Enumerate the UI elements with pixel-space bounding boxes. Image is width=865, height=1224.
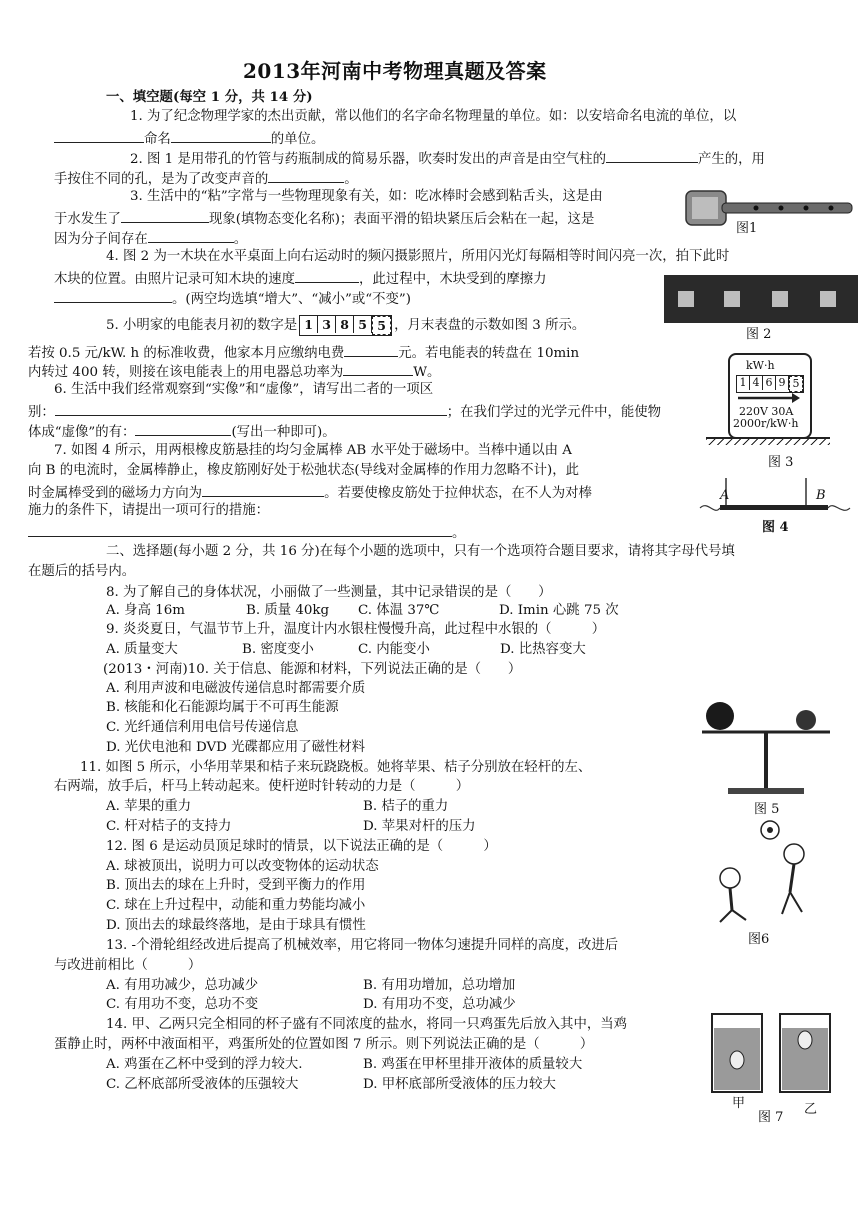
q4-line3 <box>54 287 411 309</box>
rod-end-a: A <box>720 488 730 503</box>
q13-option-a: A. 有用功减少，总功减少 <box>106 978 259 993</box>
answer-blank <box>55 400 447 416</box>
q6-line3 <box>28 420 336 442</box>
section-heading-choice-cont: 在题后的括号内。 <box>28 564 136 579</box>
figure-4-metal-rod <box>696 478 854 538</box>
answer-blank <box>54 127 144 143</box>
q6-line2 <box>28 400 661 422</box>
q11-line2: 右两端，放手后，杆马上转动起来。使杆逆时针转动的力是（ ） <box>54 779 470 794</box>
q14-option-a: A. 鸡蛋在乙杯中受到的浮力较大. <box>106 1057 303 1072</box>
q10-option-d: D. 光伏电池和 DVD 光碟都应用了磁性材料 <box>106 740 366 755</box>
q7-line4: 施力的条件下，请提出一项可行的措施： <box>28 503 270 518</box>
meter-digit: 5 <box>354 316 372 333</box>
q7-line2: 向 B 的电流时，金属棒静止，橡皮筋刚好处于松弛状态(导线对金属棒的作用力忽略不计)，此 <box>28 463 580 478</box>
q8-stem: 8. 为了解自己的身体状况，小丽做了一些测量，其中记录错误的是（ ） <box>106 585 552 600</box>
wood-block-position <box>678 291 694 307</box>
q8-option-a: A. 身高 16m <box>106 603 185 618</box>
answer-blank <box>28 521 452 537</box>
q6-text: (写出一种即可)。 <box>231 425 336 440</box>
figure-7-egg-cups <box>706 1008 836 1124</box>
flute-illustration <box>676 183 858 243</box>
q5-line1 <box>106 315 585 336</box>
q8-option-d: D. Imin 心跳 75 次 <box>499 603 619 618</box>
q2-text: 2. 图 1 是用带孔的竹管与药瓶制成的简易乐器，吹奏时发出的声音是由空气柱的 <box>130 152 606 167</box>
page-title: 2013年河南中考物理真题及答案 <box>243 59 547 83</box>
meter-digit: 3 <box>318 316 336 333</box>
figure-3-energy-meter <box>706 353 830 471</box>
q5-text: ，月末表盘的示数如图 3 所示。 <box>394 318 586 333</box>
figure-1-caption: 图1 <box>736 221 758 236</box>
meter-digit: 5 <box>789 376 803 392</box>
q4-text: 。(两空均选填“增大”、“减小”或“不变”) <box>172 292 411 307</box>
figure-6-caption: 图6 <box>748 932 770 947</box>
q3-line1: 3. 生活中的“粘”字常与一些物理现象有关，如：吃冰棒时会感到粘舌头，这是由 <box>130 189 603 204</box>
figure-2-caption: 图 2 <box>746 327 772 342</box>
answer-blank <box>121 207 209 223</box>
q1-text: 的单位。 <box>270 132 325 147</box>
q5-text: 若按 0.5 元/kW. h 的标准收费，他家本月应缴纳电费 <box>28 346 345 361</box>
answer-blank <box>202 481 324 497</box>
q10-option-b: B. 核能和化石能源均属于不可再生能源 <box>106 700 339 715</box>
wood-block-position <box>820 291 836 307</box>
answer-blank <box>343 360 413 376</box>
figure-5-caption: 图 5 <box>754 802 780 817</box>
answer-blank <box>171 127 271 143</box>
q12-stem: 12. 图 6 是运动员顶足球时的情景，以下说法正确的是（ ） <box>106 839 497 854</box>
q8-option-b: B. 质量 40kg <box>246 603 330 618</box>
meter-digit: 5 <box>372 316 391 335</box>
meter-arrow-icon <box>736 391 802 405</box>
q14-line1: 14. 甲、乙两只完全相同的杯子盛有不同浓度的盐水，将同一只鸡蛋先后放入其中，当鸡 <box>106 1017 628 1032</box>
q2-line1 <box>130 147 765 169</box>
figure-1-flute <box>676 183 858 243</box>
answer-blank <box>606 147 698 163</box>
meter-spec-rate: 2000r/kW·h <box>733 417 799 430</box>
figure-6-heading-ball <box>706 818 826 948</box>
cup-label-yi: 乙 <box>804 1102 818 1117</box>
q12-option-b: B. 顶出去的球在上升时，受到平衡力的作用 <box>106 878 366 893</box>
football-illustration <box>706 818 826 928</box>
q2-line2 <box>54 167 358 189</box>
q13-line2: 与改进前相比（ ） <box>54 958 202 973</box>
rod-end-b: B <box>816 488 826 503</box>
q3-line3 <box>54 227 247 249</box>
q6-text: 体成“虚像”的有： <box>28 425 136 440</box>
answer-blank <box>148 227 234 243</box>
meter-unit: kW·h <box>746 359 775 372</box>
q3-text: 。 <box>233 232 248 247</box>
answer-blank <box>295 267 359 283</box>
section-heading-fill-blank: 一、填空题(每空 1 分，共 14 分) <box>106 89 313 105</box>
q5-text: 5. 小明家的电能表月初的数字是 <box>106 318 298 333</box>
q11-option-d: D. 苹果对杆的压力 <box>363 819 476 834</box>
q11-line1: 11. 如图 5 所示，小华用苹果和桔子来玩跷跷板。她将苹果、桔子分别放在轻杆的左、 <box>80 760 592 775</box>
q4-line1: 4. 图 2 为一木块在水平桌面上向右运动时的频闪摄影照片，所用闪光灯每隔相等时间闪亮一次，拍下此时 <box>106 249 730 264</box>
q14-option-c: C. 乙杯底部所受液体的压强较大 <box>106 1077 299 1092</box>
figure-7-caption: 图 7 <box>758 1110 784 1125</box>
q3-text: 现象(填物态变化名称)；表面平滑的铅块紧压后会粘在一起，这是 <box>208 212 595 227</box>
q2-text: 手按住不同的孔，是为了改变声音的 <box>54 172 269 187</box>
q2-text: 产生的，用 <box>697 152 765 167</box>
answer-blank <box>268 167 344 183</box>
meter-digit: 8 <box>336 316 354 333</box>
meter-digit: 1 <box>300 316 318 333</box>
q6-text: ；在我们学过的光学元件中，能使物 <box>446 405 662 420</box>
q6-text: 别： <box>28 405 55 420</box>
seesaw-illustration <box>698 698 838 798</box>
section-heading-choice: 二、选择题(每小题 2 分，共 16 分)在每个小题的选项中，只有一个选项符合题目要求，请将其字母代号填 <box>106 544 735 559</box>
answer-blank <box>54 287 172 303</box>
q14-option-d: D. 甲杯底部所受液体的压力较大 <box>363 1077 556 1092</box>
meter-digit: 4 <box>750 376 763 390</box>
q13-option-d: D. 有用功不变，总功减少 <box>363 997 516 1012</box>
figure-2-strobe-photo <box>664 275 858 345</box>
q10-stem: (2013・河南)10. 关于信息、能源和材料，下列说法正确的是（ ） <box>103 662 522 677</box>
meter-digit: 9 <box>776 376 789 390</box>
meter-spec-voltage: 220V 30A <box>739 405 794 418</box>
cup-label-jia: 甲 <box>732 1096 746 1111</box>
q4-text: ，此过程中，木块受到的摩擦力 <box>359 272 547 287</box>
q10-option-c: C. 光纤通信利用电信号传递信息 <box>106 720 299 735</box>
q9-stem: 9. 炎炎夏日，气温节节上升，温度计内水银柱慢慢升高，此过程中水银的（ ） <box>106 622 606 637</box>
q7-line5 <box>28 521 465 543</box>
figure-4-caption: 图 4 <box>762 520 789 535</box>
q3-line2 <box>54 207 594 229</box>
q13-line1: 13. -个滑轮组经改进后提高了机械效率，用它将同一物体匀速提升同样的高度，改进后 <box>106 938 619 953</box>
q12-option-a: A. 球被顶出，说明力可以改变物体的运动状态 <box>106 859 379 874</box>
q9-option-a: A. 质量变大 <box>106 642 178 657</box>
meter-digit: 6 <box>763 376 776 390</box>
q1-line1: 1. 为了纪念物理学家的杰出贡献，常以他们的名字命名物理量的单位。如：以安培命名电流的单位，以 <box>130 109 737 124</box>
q12-option-d: D. 顶出去的球最终落地，是由于球具有惯性 <box>106 918 366 933</box>
q11-option-c: C. 杆对桔子的支持力 <box>106 819 232 834</box>
q4-text: 木块的位置。由照片记录可知木块的速度 <box>54 272 296 287</box>
figure-3-caption: 图 3 <box>768 455 794 470</box>
q7-text: 。 <box>452 526 466 541</box>
q4-line2 <box>54 267 547 289</box>
q3-text: 于水发生了 <box>54 212 121 227</box>
q10-option-a: A. 利用声波和电磁波传递信息时都需要介质 <box>106 681 366 696</box>
q12-option-c: C. 球在上升过程中，动能和重力势能均减小 <box>106 898 366 913</box>
q14-option-b: B. 鸡蛋在甲杯里排开液体的质量较大 <box>363 1057 583 1072</box>
meter-digit: 1 <box>737 376 750 390</box>
q5-line3 <box>28 360 440 382</box>
q5-text: 元。若电能表的转盘在 10min <box>398 346 580 361</box>
q7-line1: 7. 如图 4 所示，用两根橡皮筋悬挂的均匀金属棒 AB 水平处于磁场中。当棒中通以由 A <box>54 443 572 458</box>
q1-text: 命名 <box>144 132 171 147</box>
q13-option-b: B. 有用功增加，总功增加 <box>363 978 516 993</box>
q9-option-c: C. 内能变小 <box>358 642 430 657</box>
answer-blank <box>135 420 231 436</box>
q11-option-b: B. 桔子的重力 <box>363 799 449 814</box>
wood-block-position <box>724 291 740 307</box>
q7-line3 <box>28 481 592 503</box>
q13-option-c: C. 有用功不变，总功不变 <box>106 997 259 1012</box>
q14-line2: 蛋静止时，两杯中液面相平，鸡蛋所处的位置如图 7 所示。则下列说法正确的是（ ） <box>54 1037 594 1052</box>
q5-text: W。 <box>413 365 441 380</box>
q3-text: 因为分子间存在 <box>54 232 148 247</box>
meter-reading-start <box>299 315 392 336</box>
answer-blank <box>344 341 398 357</box>
q9-option-d: D. 比热容变大 <box>500 642 586 657</box>
q11-option-a: A. 苹果的重力 <box>106 799 192 814</box>
wood-block-position <box>772 291 788 307</box>
cups-illustration <box>706 1008 836 1096</box>
q2-text: 。 <box>344 172 358 187</box>
meter-base <box>706 437 830 445</box>
q1-line2 <box>54 127 324 149</box>
figure-5-seesaw <box>698 698 838 818</box>
q7-text: 。若要使橡皮筋处于拉伸状态，在不人为对棒 <box>324 486 592 501</box>
q5-text: 内转过 400 转，则接在该电能表上的用电器总功率为 <box>28 365 344 380</box>
q6-line1: 6. 生活中我们经常观察到“实像”和“虚像”，请写出二者的一项区 <box>54 382 434 397</box>
q8-option-c: C. 体温 37℃ <box>358 603 440 618</box>
q7-text: 时金属棒受到的磁场力方向为 <box>28 486 203 501</box>
q9-option-b: B. 密度变小 <box>242 642 314 657</box>
